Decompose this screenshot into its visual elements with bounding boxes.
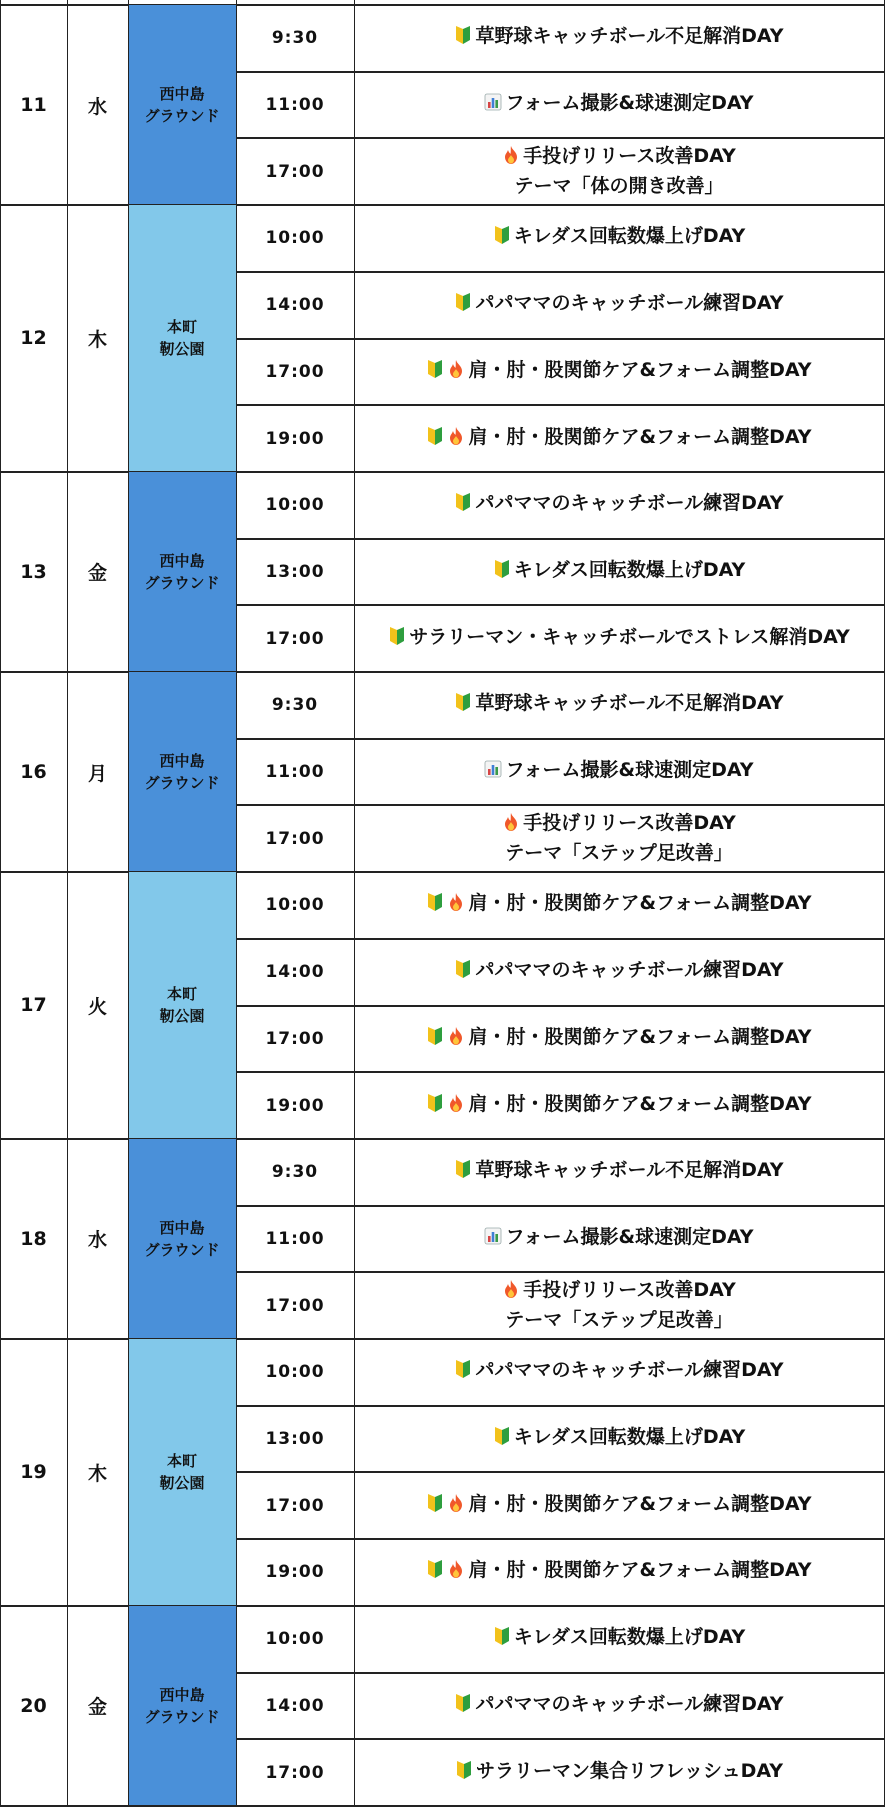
session-time: 11:00 [265, 95, 325, 116]
grid-line [236, 1471, 885, 1473]
grid-line [236, 738, 885, 740]
beginner-mark-icon [426, 1093, 444, 1121]
session-time: 17:00 [265, 1762, 325, 1783]
session-title-label: テーマ「ステップ足改善」 [505, 842, 733, 865]
beginner-mark-icon [454, 492, 472, 520]
session-time: 17:00 [265, 1295, 325, 1316]
session-title-label: 手投げリリース改善DAY [523, 1279, 736, 1302]
session-time: 10:00 [265, 1629, 325, 1650]
session-title-line [454, 490, 783, 520]
session-title-label: 草野球キャッチボール不足解消DAY [475, 1159, 784, 1182]
session-title [354, 739, 884, 806]
session-title [354, 1406, 884, 1473]
session-title-label: 肩・肘・股関節ケア&フォーム調整DAY [468, 358, 812, 381]
day-cell: 19 [20, 1461, 47, 1484]
session-title-text [454, 490, 783, 520]
session-title-line [454, 1157, 783, 1187]
venue-name [144, 83, 219, 127]
beginner-mark-icon [426, 359, 444, 387]
session-title-line [493, 1424, 745, 1454]
session-title-line [502, 143, 735, 173]
day-cell: 13 [20, 560, 47, 583]
session-title [354, 339, 884, 406]
session-title-line [454, 290, 783, 320]
venue-cell [128, 872, 236, 1139]
beginner-mark-icon [454, 292, 472, 320]
session-title-line [426, 1557, 811, 1587]
weekday-cell: 金 [87, 1696, 107, 1719]
session-title-line [426, 890, 811, 920]
venue-name [159, 1450, 204, 1494]
session-title [354, 272, 884, 339]
venue-name-line: グラウンド [144, 774, 220, 793]
grid-line [236, 338, 885, 340]
venue-name-line: 本町 [166, 1452, 197, 1471]
day-cell: 11 [20, 94, 47, 117]
session-title-text [426, 424, 811, 454]
session-time: 17:00 [265, 161, 325, 182]
session-title [354, 605, 884, 672]
session-title-label: フォーム撮影&球速測定DAY [505, 759, 754, 782]
session-title-text [493, 557, 745, 587]
session-title-text [426, 357, 811, 387]
grid-line [0, 0, 1, 1806]
beginner-mark-icon [426, 426, 444, 454]
grid-line [236, 1405, 885, 1407]
grid-line [236, 604, 885, 606]
grid-line [884, 0, 886, 1806]
session-title-line [426, 1091, 811, 1121]
fire-icon [447, 426, 465, 454]
session-title-label: 草野球キャッチボール不足解消DAY [475, 25, 784, 48]
session-title-label: パパママのキャッチボール練習DAY [475, 959, 784, 982]
venue-name-line: グラウンド [144, 107, 220, 126]
session-title-label: キレダス回転数爆上げDAY [513, 225, 746, 248]
session-title-label: 肩・肘・股関節ケア&フォーム調整DAY [468, 1092, 812, 1115]
beginner-mark-icon [426, 892, 444, 920]
fire-icon [502, 812, 520, 840]
venue-name-line: 靭公園 [159, 340, 205, 359]
session-title-line [493, 1624, 745, 1654]
day-cell: 12 [20, 327, 47, 350]
session-title-text [493, 1624, 745, 1654]
grid-line [236, 1538, 885, 1540]
session-title-text [493, 1424, 745, 1454]
session-title-line [502, 810, 735, 840]
session-title-line [426, 1024, 811, 1054]
session-time: 9:30 [271, 695, 319, 716]
beginner-mark-icon [493, 225, 511, 253]
grid-line [236, 1672, 885, 1674]
weekday-cell: 火 [87, 995, 107, 1018]
session-title-text [454, 690, 783, 720]
venue-name-line: 本町 [166, 318, 197, 337]
beginner-mark-icon [493, 1426, 511, 1454]
grid-line [236, 804, 885, 806]
session-title-text [502, 810, 735, 867]
day-cell: 20 [20, 1694, 47, 1717]
session-title-line [502, 173, 735, 200]
beginner-mark-icon [454, 959, 472, 987]
session-title-label: フォーム撮影&球速測定DAY [505, 1225, 754, 1248]
beginner-mark-icon [454, 1359, 472, 1387]
session-title-label: フォーム撮影&球速測定DAY [505, 92, 754, 115]
grid-line [354, 0, 356, 1806]
grid-line [236, 71, 885, 73]
session-title-label: テーマ「体の開き改善」 [514, 175, 724, 198]
grid-line [67, 0, 69, 1806]
session-time: 17:00 [265, 828, 325, 849]
session-title [354, 1339, 884, 1406]
weekday-cell: 木 [87, 1462, 107, 1485]
session-title [354, 405, 884, 472]
session-time: 17:00 [265, 1028, 325, 1049]
session-title-text [426, 1024, 811, 1054]
session-title [354, 939, 884, 1006]
grid-line [236, 538, 885, 540]
session-title-line [493, 223, 745, 253]
grid-line [236, 1005, 885, 1007]
beginner-mark-icon [388, 626, 406, 654]
session-title [354, 1272, 884, 1339]
session-title-line [484, 1224, 753, 1254]
grid-line [236, 1071, 885, 1073]
session-title-label: 肩・肘・股関節ケア&フォーム調整DAY [468, 1025, 812, 1048]
session-title-line [426, 424, 811, 454]
grid-line [236, 0, 238, 1806]
session-title-line [502, 1307, 735, 1334]
session-title-text [493, 223, 745, 253]
session-title-text [502, 143, 735, 200]
session-title [354, 1606, 884, 1673]
session-title [354, 1539, 884, 1606]
fire-icon [502, 1279, 520, 1307]
session-title-text [454, 1157, 783, 1187]
session-title-label: パパママのキャッチボール練習DAY [475, 1692, 784, 1715]
session-title-label: 手投げリリース改善DAY [523, 145, 736, 168]
beginner-mark-icon [455, 1760, 473, 1788]
venue-name-line: グラウンド [144, 1707, 220, 1726]
session-title-line [455, 1758, 783, 1788]
session-title [354, 539, 884, 606]
session-time: 11:00 [265, 762, 325, 783]
weekday-cell: 月 [87, 762, 107, 785]
session-title-label: 肩・肘・股関節ケア&フォーム調整DAY [468, 425, 812, 448]
session-title-label: 肩・肘・股関節ケア&フォーム調整DAY [468, 1559, 812, 1582]
session-title [354, 138, 884, 205]
venue-name-line: 本町 [166, 985, 197, 1004]
session-title-text [426, 1491, 811, 1521]
session-title-label: 肩・肘・股関節ケア&フォーム調整DAY [468, 1492, 812, 1515]
session-title-text [388, 624, 849, 654]
session-time: 14:00 [265, 1695, 325, 1716]
session-time: 14:00 [265, 295, 325, 316]
beginner-mark-icon [426, 1559, 444, 1587]
session-title-label: サラリーマン・キャッチボールでストレス解消DAY [409, 625, 850, 648]
weekday-cell: 金 [87, 562, 107, 585]
venue-name-line: グラウンド [144, 1240, 220, 1259]
session-title [354, 1006, 884, 1073]
venue-name [159, 983, 204, 1027]
session-title-line [388, 624, 849, 654]
session-title-label: 肩・肘・股関節ケア&フォーム調整DAY [468, 892, 812, 915]
session-title-line [426, 357, 811, 387]
fire-icon [447, 1026, 465, 1054]
session-title-label: サラリーマン集合リフレッシュDAY [475, 1759, 784, 1782]
session-title-text [484, 1224, 753, 1254]
session-title [354, 672, 884, 739]
day-cell: 16 [20, 761, 47, 784]
beginner-mark-icon [426, 1493, 444, 1521]
grid-line [236, 404, 885, 406]
session-title-text [454, 957, 783, 987]
session-time: 19:00 [265, 1095, 325, 1116]
venue-cell [128, 1606, 236, 1806]
session-title-text [455, 1758, 783, 1788]
session-time: 19:00 [265, 1562, 325, 1583]
session-title-label: 草野球キャッチボール不足解消DAY [475, 692, 784, 715]
session-time: 10:00 [265, 495, 325, 516]
venue-cell [128, 472, 236, 672]
venue-cell [128, 1139, 236, 1339]
session-time: 9:30 [271, 28, 319, 49]
session-time: 13:00 [265, 1429, 325, 1450]
session-title-text [502, 1277, 735, 1334]
session-time: 19:00 [265, 428, 325, 449]
day-cell: 17 [20, 994, 47, 1017]
venue-name-line: 西中島 [159, 1685, 205, 1704]
weekday-cell: 水 [87, 1229, 107, 1252]
fire-icon [502, 145, 520, 173]
beginner-mark-icon [454, 25, 472, 53]
session-title-text [484, 90, 753, 120]
session-title-label: パパママのキャッチボール練習DAY [475, 492, 784, 515]
beginner-mark-icon [454, 1693, 472, 1721]
session-title-line [502, 1277, 735, 1307]
session-time: 17:00 [265, 1495, 325, 1516]
grid-line [236, 938, 885, 940]
beginner-mark-icon [493, 1626, 511, 1654]
session-time: 17:00 [265, 361, 325, 382]
bar-chart-icon [484, 1226, 502, 1254]
session-title-text [426, 890, 811, 920]
venue-name-line: 西中島 [159, 752, 205, 771]
session-title-label: キレダス回転数爆上げDAY [513, 558, 746, 581]
venue-name [159, 316, 204, 360]
grid-line [236, 271, 885, 273]
session-title-label: キレダス回転数爆上げDAY [513, 1626, 746, 1649]
session-title [354, 1673, 884, 1740]
beginner-mark-icon [493, 559, 511, 587]
session-title [354, 5, 884, 72]
venue-name-line: 靭公園 [159, 1474, 205, 1493]
beginner-mark-icon [454, 1159, 472, 1187]
weekday-cell: 水 [87, 95, 107, 118]
session-title-text [426, 1091, 811, 1121]
session-title-label: 手投げリリース改善DAY [523, 812, 736, 835]
venue-cell [128, 205, 236, 472]
session-title [354, 1206, 884, 1273]
session-title [354, 805, 884, 872]
session-title-text [426, 1557, 811, 1587]
session-title-text [454, 290, 783, 320]
session-title-line [502, 840, 735, 867]
session-time: 10:00 [265, 228, 325, 249]
venue-name-line: 西中島 [159, 551, 205, 570]
session-title [354, 72, 884, 139]
session-time: 13:00 [265, 561, 325, 582]
venue-name [144, 750, 219, 794]
grid-line [236, 1205, 885, 1207]
venue-name [144, 1684, 219, 1728]
session-time: 11:00 [265, 1228, 325, 1249]
session-title [354, 872, 884, 939]
fire-icon [447, 1093, 465, 1121]
session-title-label: パパママのキャッチボール練習DAY [475, 1359, 784, 1382]
grid-line [236, 1271, 885, 1273]
session-time: 10:00 [265, 895, 325, 916]
venue-cell [128, 1339, 236, 1606]
fire-icon [447, 1493, 465, 1521]
venue-name [144, 550, 219, 594]
fire-icon [447, 1559, 465, 1587]
venue-cell [128, 672, 236, 872]
venue-cell [128, 5, 236, 205]
session-title-line [454, 690, 783, 720]
beginner-mark-icon [454, 692, 472, 720]
grid-line [128, 0, 130, 1806]
session-title [354, 1472, 884, 1539]
venue-name-line: グラウンド [144, 573, 220, 592]
session-title-label: キレダス回転数爆上げDAY [513, 1426, 746, 1449]
session-title-label: パパママのキャッチボール練習DAY [475, 292, 784, 315]
grid-line [0, 1805, 885, 1807]
bar-chart-icon [484, 92, 502, 120]
session-time: 14:00 [265, 962, 325, 983]
session-title-line [454, 957, 783, 987]
session-title-line [493, 557, 745, 587]
session-title-text [454, 1357, 783, 1387]
session-title [354, 1139, 884, 1206]
beginner-mark-icon [426, 1026, 444, 1054]
bar-chart-icon [484, 759, 502, 787]
session-title-line [454, 23, 783, 53]
weekday-cell: 木 [87, 328, 107, 351]
session-title-line [454, 1691, 783, 1721]
session-title [354, 472, 884, 539]
session-title [354, 1739, 884, 1806]
session-title-line [484, 757, 753, 787]
fire-icon [447, 359, 465, 387]
session-title-text [454, 1691, 783, 1721]
session-title-line [426, 1491, 811, 1521]
session-title-label: テーマ「ステップ足改善」 [505, 1309, 733, 1332]
session-title-line [484, 90, 753, 120]
grid-line [236, 1738, 885, 1740]
session-title-line [454, 1357, 783, 1387]
grid-line [236, 137, 885, 139]
session-title [354, 1072, 884, 1139]
venue-name [144, 1217, 219, 1261]
day-cell: 18 [20, 1227, 47, 1250]
session-title [354, 205, 884, 272]
session-time: 10:00 [265, 1362, 325, 1383]
session-title-text [454, 23, 783, 53]
session-time: 17:00 [265, 628, 325, 649]
fire-icon [447, 892, 465, 920]
venue-name-line: 西中島 [159, 1218, 205, 1237]
session-title-text [484, 757, 753, 787]
session-time: 9:30 [271, 1162, 319, 1183]
venue-name-line: 西中島 [159, 85, 205, 104]
venue-name-line: 靭公園 [159, 1007, 205, 1026]
